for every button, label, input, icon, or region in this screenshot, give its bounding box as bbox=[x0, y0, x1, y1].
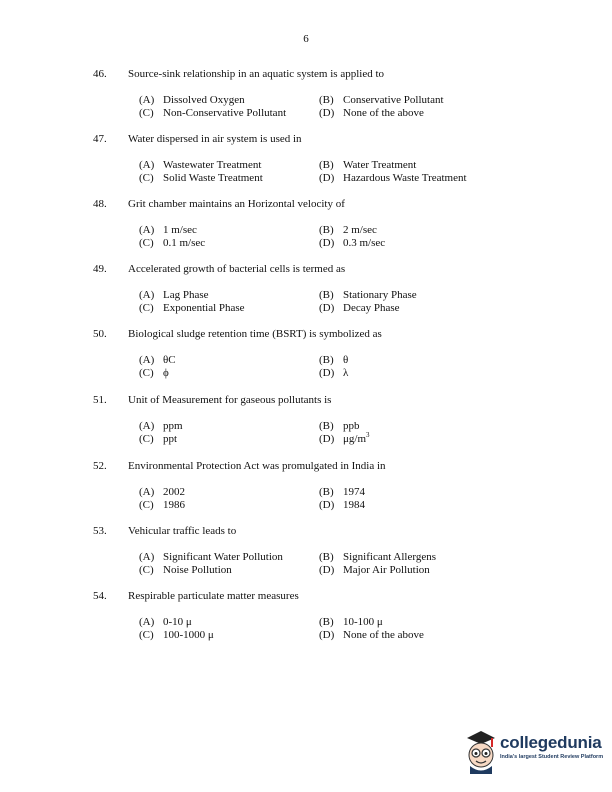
option-c: (C) Solid Waste Treatment bbox=[139, 172, 263, 184]
option-a: (A) Dissolved Oxygen bbox=[139, 94, 245, 106]
question-stem: Source-sink relationship in an aquatic system is applied to bbox=[128, 68, 385, 80]
option-c: (C) Noise Pollution bbox=[139, 564, 232, 576]
option-d: (D) Decay Phase bbox=[319, 302, 400, 314]
question-number: 48. bbox=[93, 198, 107, 210]
question-stem: Respirable particulate matter measures bbox=[128, 590, 299, 602]
option-b: (B) θ bbox=[319, 354, 349, 366]
logo-wordmark: collegedunia bbox=[500, 733, 602, 752]
option-c: (C) Non-Conservative Pollutant bbox=[139, 107, 287, 119]
question-stem: Grit chamber maintains an Horizontal velocity of bbox=[128, 198, 345, 210]
option-b: (B) 10-100 μ bbox=[319, 616, 383, 628]
question-number: 47. bbox=[93, 133, 107, 145]
option-a: (A) ppm bbox=[139, 420, 183, 432]
option-d: (D) 1984 bbox=[319, 499, 365, 511]
option-c: (C) ϕ bbox=[139, 367, 169, 379]
option-a: (A) 2002 bbox=[139, 486, 185, 498]
question-stem: Water dispersed in air system is used in bbox=[128, 133, 302, 145]
question-stem: Accelerated growth of bacterial cells is termed as bbox=[128, 263, 346, 275]
option-a: (A) Wastewater Treatment bbox=[139, 159, 262, 171]
question-stem: Vehicular traffic leads to bbox=[128, 525, 237, 537]
option-b: (B) Conservative Pollutant bbox=[319, 94, 444, 106]
option-a: (A) Lag Phase bbox=[139, 289, 209, 301]
option-b: (B) 1974 bbox=[319, 486, 365, 498]
option-d: (D) None of the above bbox=[319, 107, 424, 119]
superscript-3: 3 bbox=[366, 431, 370, 439]
option-d: (D) Major Air Pollution bbox=[319, 564, 430, 576]
option-b: (B) 2 m/sec bbox=[319, 224, 377, 236]
option-b: (B) Stationary Phase bbox=[319, 289, 417, 301]
option-c: (C) ppt bbox=[139, 433, 178, 445]
option-a: (A) 0-10 μ bbox=[139, 616, 192, 628]
option-d: (D) None of the above bbox=[319, 629, 424, 641]
option-d: (D) λ bbox=[319, 367, 349, 379]
option-b: (B) Significant Allergens bbox=[319, 551, 436, 563]
option-a: (A) θC bbox=[139, 354, 176, 366]
question-number: 49. bbox=[93, 263, 107, 275]
option-d: (D) $\mu g/m^3$ bbox=[319, 431, 370, 445]
option-d: (D) Hazardous Waste Treatment bbox=[319, 172, 467, 184]
question-number: 46. bbox=[93, 68, 107, 80]
question-stem: Unit of Measurement for gaseous pollutants is bbox=[128, 394, 332, 406]
collegedunia-logo[interactable] bbox=[463, 728, 603, 776]
option-b: (B) Water Treatment bbox=[319, 159, 417, 171]
page-number: 6 bbox=[303, 33, 309, 45]
question-number: 53. bbox=[93, 525, 107, 537]
option-a: (A) 1 m/sec bbox=[139, 224, 197, 236]
option-c: (C) 1986 bbox=[139, 499, 185, 511]
option-d: (D) 0.3 m/sec bbox=[319, 237, 386, 249]
mascot-icon bbox=[463, 728, 499, 774]
option-c: (C) Exponential Phase bbox=[139, 302, 245, 314]
question-number: 51. bbox=[93, 394, 107, 406]
option-b: (B) ppb bbox=[319, 420, 360, 432]
question-stem: Environmental Protection Act was promulgated in India in bbox=[128, 460, 386, 472]
question-number: 52. bbox=[93, 460, 107, 472]
question-number: 50. bbox=[93, 328, 107, 340]
option-c: (C) 100-1000 μ bbox=[139, 629, 214, 641]
option-c: (C) 0.1 m/sec bbox=[139, 237, 206, 249]
logo-tagline: India's largest Student Review Platform bbox=[500, 754, 604, 760]
question-number: 54. bbox=[93, 590, 107, 602]
option-a: (A) Significant Water Pollution bbox=[139, 551, 283, 563]
question-stem: Biological sludge retention time (BSRT) is symbolized as bbox=[128, 328, 382, 340]
